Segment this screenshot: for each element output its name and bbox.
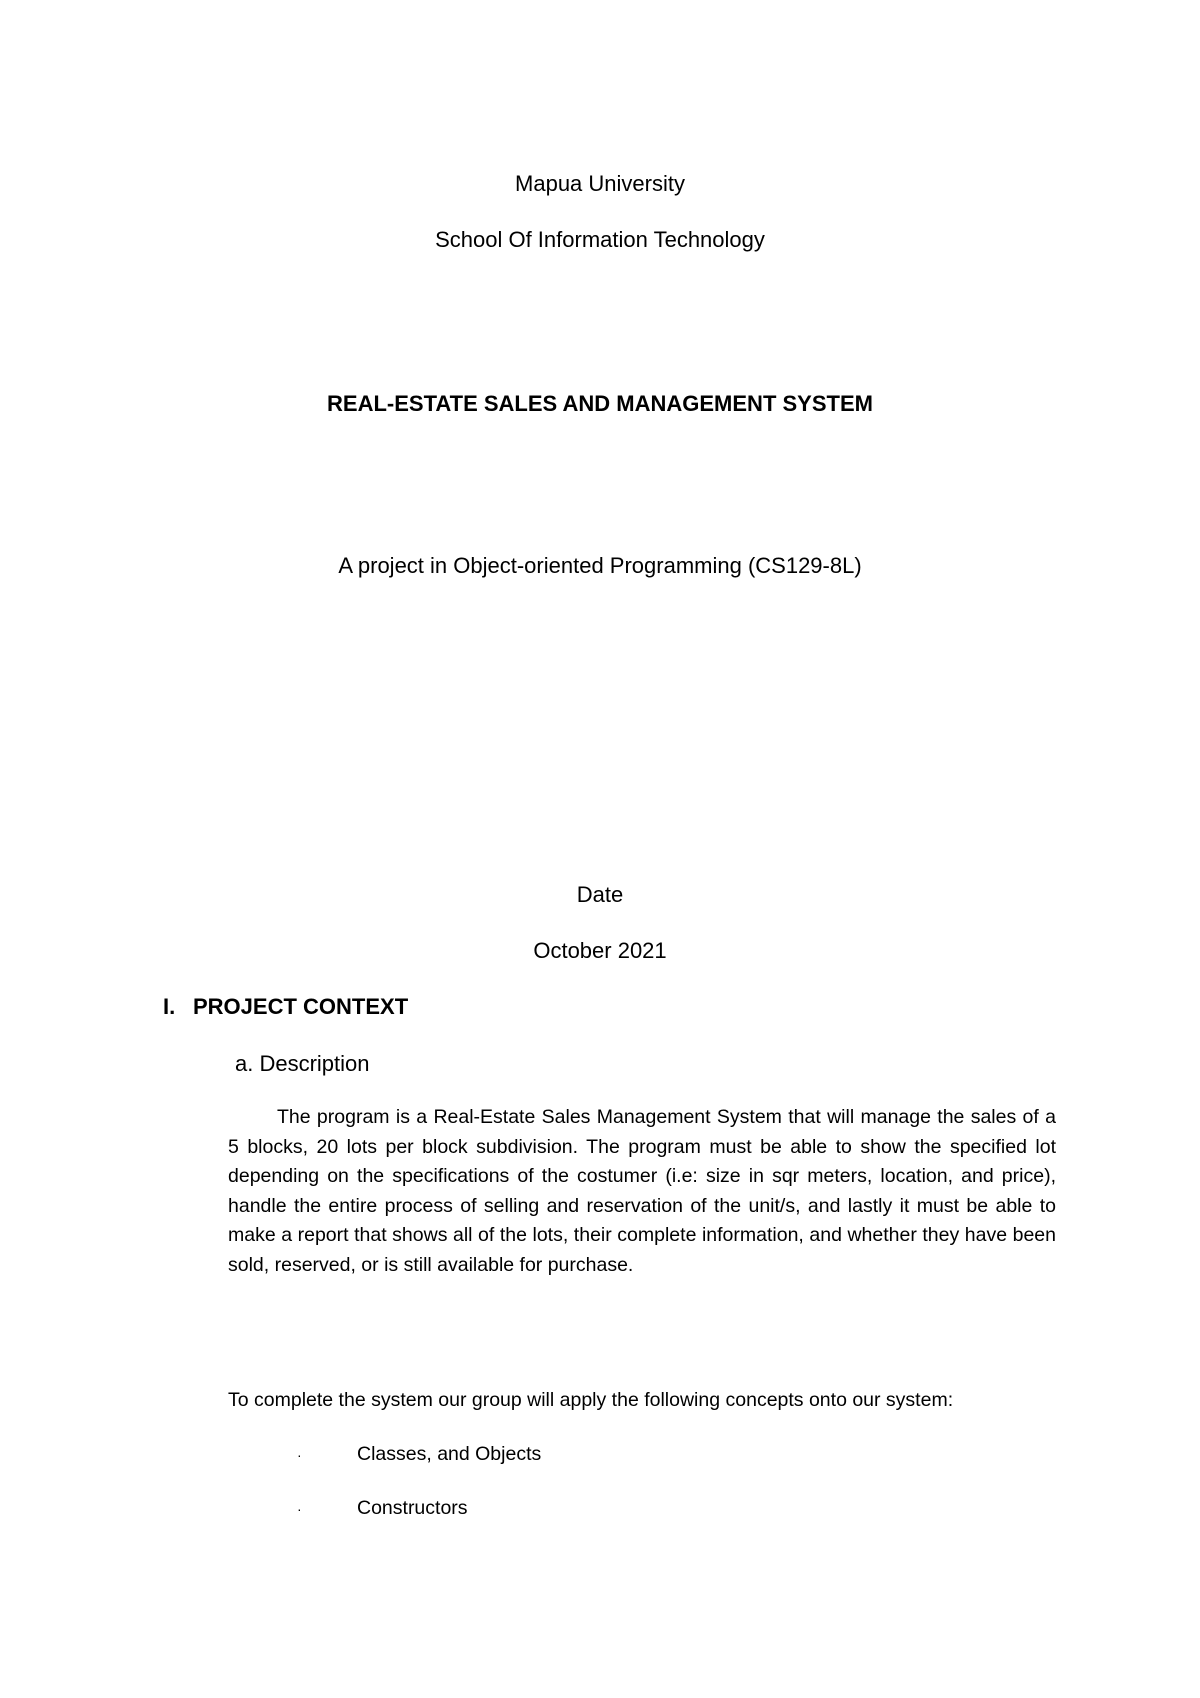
section-number: I. [163, 994, 176, 1019]
section-title: PROJECT CONTEXT [193, 994, 409, 1019]
list-item-text: Constructors [357, 1497, 468, 1519]
project-description-line: A project in Object-oriented Programming (CS129-8L) [338, 553, 862, 578]
concepts-intro: To complete the system our group will apply the following concepts onto our system: [228, 1389, 954, 1411]
bullet-icon: · [297, 1446, 302, 1463]
university-name: Mapua University [515, 171, 685, 196]
subsection-heading: a. Description [235, 1051, 370, 1076]
list-item [297, 1440, 541, 1469]
section-heading [163, 993, 408, 1021]
document-title: REAL-ESTATE SALES AND MANAGEMENT SYSTEM [327, 391, 873, 416]
list-item [297, 1494, 468, 1523]
bullet-icon: · [297, 1500, 302, 1517]
description-paragraph: The program is a Real-Estate Sales Management System that will manage the sales of a 5 blocks, 20 lots per block subdivision. The program must be able to show the specified lot depending on the specifications of the costumer (i.e: size in sqr meters, location, and price), handle the entire process of selling and reservation of the unit/s, and lastly it must be able to make a report that shows all of the lots, their complete information, and whether they have been sold, reserved, or is still available for purchase. [228, 1106, 1056, 1276]
date-label: Date [576, 882, 624, 907]
date-value: October 2021 [533, 938, 667, 963]
school-name: School Of Information Technology [435, 227, 765, 252]
list-item-text: Classes, and Objects [357, 1443, 542, 1465]
